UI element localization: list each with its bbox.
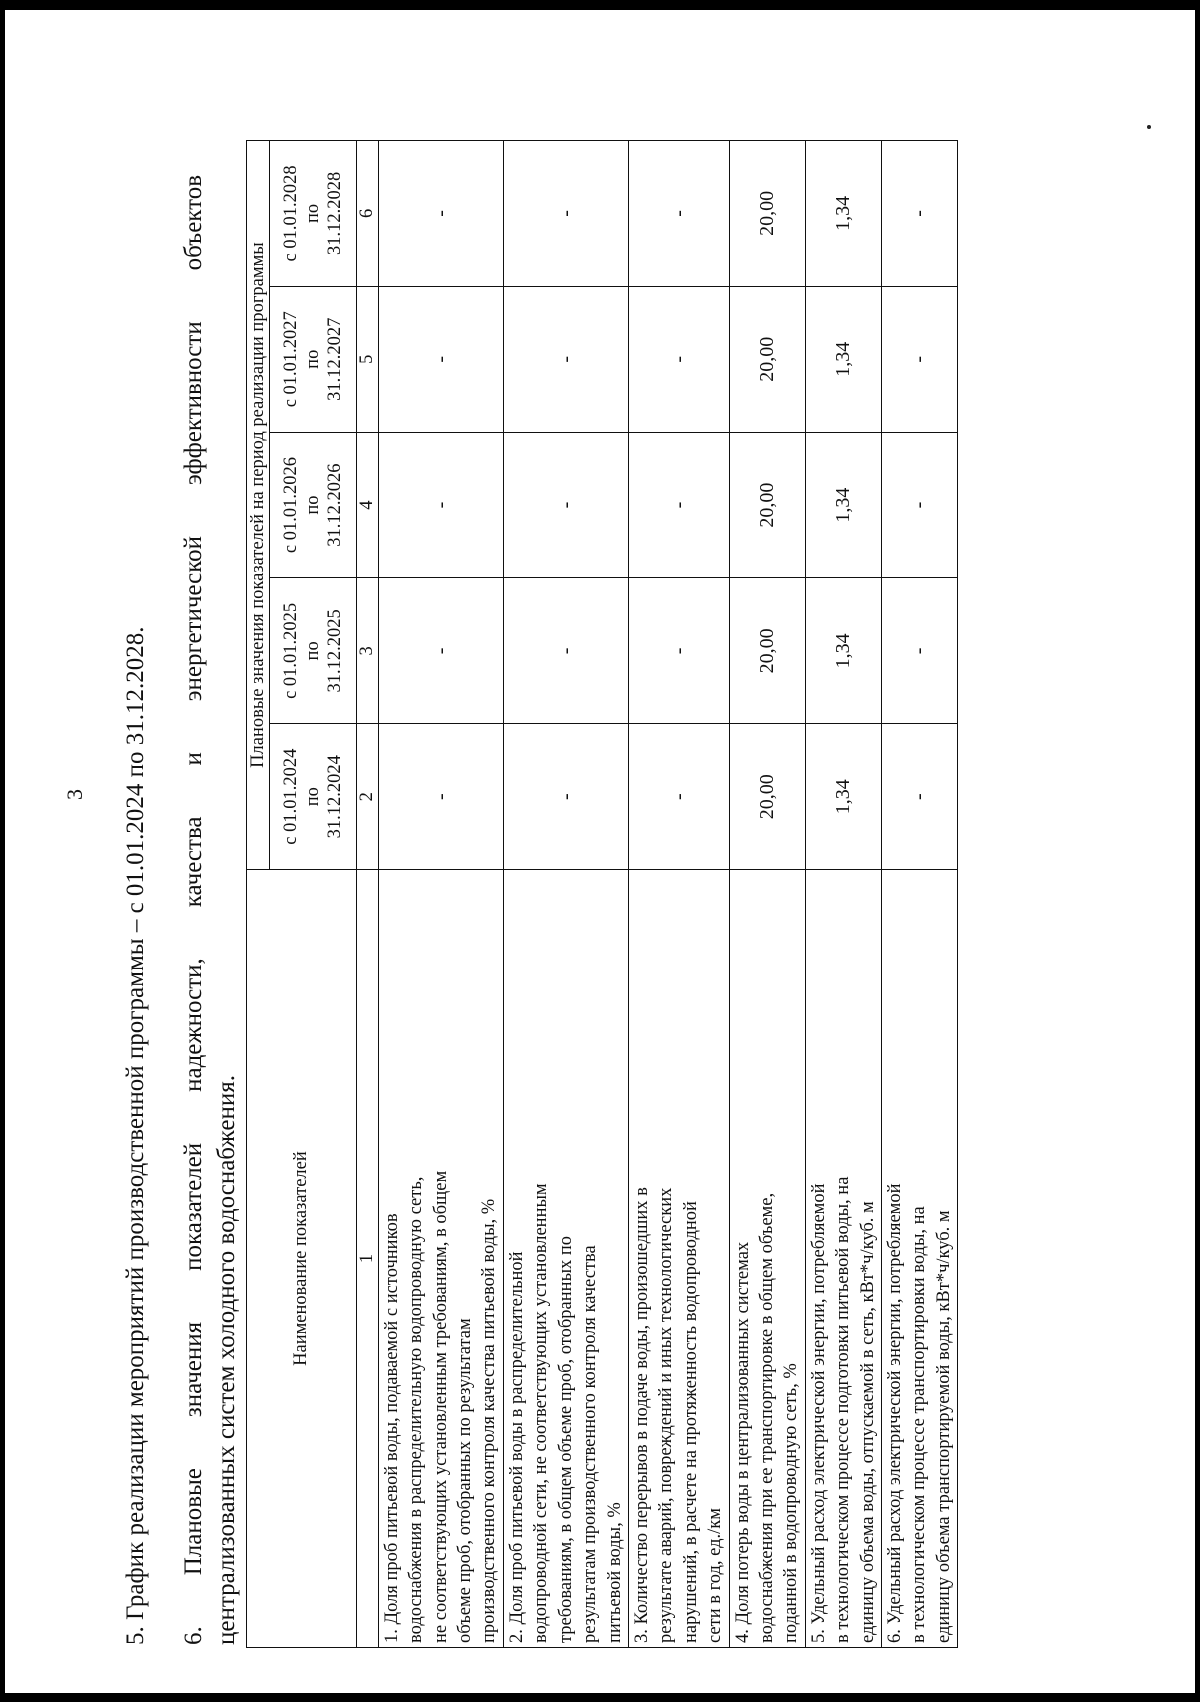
- indicator-value: -: [378, 141, 503, 287]
- heading-word: эффективности: [180, 321, 207, 486]
- heading-word: 6.: [180, 1626, 207, 1645]
- indicator-value: 20,00: [729, 724, 805, 870]
- table-row: [378, 141, 503, 1648]
- table-row: [729, 141, 805, 1648]
- period-header: с 01.01.2027 по 31.12.2027: [270, 286, 357, 432]
- indicator-value: 20,00: [729, 432, 805, 578]
- indicator-value: -: [881, 578, 957, 724]
- header-row-group: [247, 141, 270, 1648]
- indicator-value: -: [503, 578, 628, 724]
- name-column-header: Наименование показателей: [247, 870, 357, 1648]
- indicator-value: 20,00: [729, 578, 805, 724]
- indicators-table: [246, 140, 958, 1648]
- heading-word: значения: [180, 1321, 207, 1418]
- indicator-value: 20,00: [729, 286, 805, 432]
- indicator-value: 1,34: [805, 432, 881, 578]
- section-6-heading-line2: централизованных систем холодного водоснабжения.: [213, 1075, 240, 1645]
- indicator-value: -: [628, 578, 729, 724]
- indicator-value: -: [628, 724, 729, 870]
- column-number: 2: [357, 724, 379, 870]
- indicator-value: -: [628, 432, 729, 578]
- column-number: 4: [357, 432, 379, 578]
- indicator-value: -: [628, 141, 729, 287]
- indicator-value: -: [881, 432, 957, 578]
- indicator-value: -: [503, 141, 628, 287]
- period-header: с 01.01.2024 по 31.12.2024: [270, 724, 357, 870]
- table-row: [805, 141, 881, 1648]
- indicator-name: 4. Доля потерь воды в централизованных системах водоснабжения при ее транспортировке в общем объеме, поданной в водопроводную сеть, %: [729, 870, 805, 1648]
- indicator-value: -: [378, 286, 503, 432]
- section-6-heading-line1: [180, 175, 208, 1645]
- table-row: [503, 141, 628, 1648]
- indicator-value: -: [503, 724, 628, 870]
- heading-word: объектов: [180, 174, 207, 271]
- column-number: 3: [357, 578, 379, 724]
- section-5-heading: 5. График реализации мероприятий производственной программы – с 01.01.2024 по 31.12.2028.: [122, 626, 149, 1645]
- table-row: [881, 141, 957, 1648]
- period-header: с 01.01.2026 по 31.12.2026: [270, 432, 357, 578]
- indicator-value: 20,00: [729, 141, 805, 287]
- indicator-value: 1,34: [805, 578, 881, 724]
- rotated-page: [0, 140, 1200, 1700]
- table-row: [628, 141, 729, 1648]
- period-header: с 01.01.2028 по 31.12.2028: [270, 141, 357, 287]
- indicator-name: 1. Доля проб питьевой воды, подаваемой с источников водоснабжения в распределительную водопроводную сеть, не соответствующих установленным требованиям, в общем объеме проб, отобранных по результатам производственного контроля качества питьевой воды, %: [378, 870, 503, 1648]
- heading-word: надежности,: [180, 958, 207, 1092]
- heading-word: и: [180, 752, 207, 766]
- indicator-name: 3. Количество перерывов в подаче воды, произошедших в результате аварий, повреждений и иных технологических нарушений, в расчете на протяженность водопроводной сети в год, ед./км: [628, 870, 729, 1648]
- plan-values-header: Плановые значения показателей на период реализации программы: [247, 141, 270, 870]
- page-number: 3: [62, 789, 87, 800]
- indicator-value: -: [881, 724, 957, 870]
- heading-word: энергетической: [180, 536, 207, 702]
- heading-word: Плановые: [180, 1468, 207, 1576]
- column-number: 1: [357, 870, 379, 1648]
- indicator-value: -: [378, 432, 503, 578]
- indicator-value: 1,34: [805, 286, 881, 432]
- indicator-value: -: [628, 286, 729, 432]
- indicator-value: -: [881, 141, 957, 287]
- indicator-value: 1,34: [805, 724, 881, 870]
- indicator-value: 1,34: [805, 141, 881, 287]
- indicator-value: -: [378, 724, 503, 870]
- indicator-value: -: [503, 286, 628, 432]
- indicator-value: -: [881, 286, 957, 432]
- period-header: с 01.01.2025 по 31.12.2025: [270, 578, 357, 724]
- heading-word: показателей: [180, 1142, 207, 1271]
- scan-speck: [1147, 125, 1151, 129]
- indicator-value: -: [503, 432, 628, 578]
- column-number: 5: [357, 286, 379, 432]
- scan-border-top: [0, 0, 1200, 10]
- indicator-name: 2. Доля проб питьевой воды в распределительной водопроводной сети, не соответствующих установленным требованиям, в общем объеме проб, отобранных по результатам производственного контроля качества питьевой воды, %: [503, 870, 628, 1648]
- heading-word: качества: [180, 816, 207, 908]
- column-number-row: [357, 141, 379, 1648]
- indicator-name: 5. Удельный расход электрической энергии, потребляемой в технологическом процессе подготовки питьевой воды, на единицу объема воды, отпускаемой в сеть, кВт*ч/куб. м: [805, 870, 881, 1648]
- indicator-name: 6. Удельный расход электрической энергии, потребляемой в технологическом процессе транспортировки воды, на единицу объема транспортируемой воды, кВт*ч/куб. м: [881, 870, 957, 1648]
- column-number: 6: [357, 141, 379, 287]
- indicator-value: -: [378, 578, 503, 724]
